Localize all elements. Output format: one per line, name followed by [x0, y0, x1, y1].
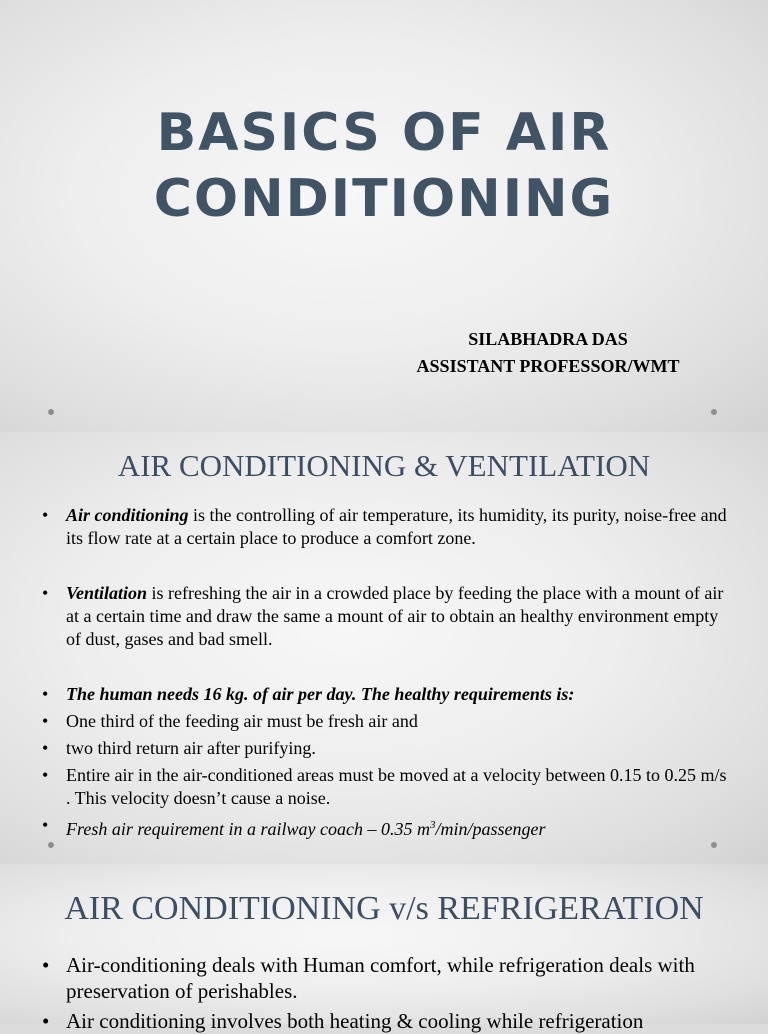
author-name: SILABHADRA DAS [468, 329, 628, 349]
bullet-ventilation [42, 582, 732, 651]
slide-corner-dot [48, 842, 54, 848]
term-ventilation: Ventilation [66, 583, 148, 603]
author-block [380, 326, 716, 380]
title-line-2: CONDITIONING [153, 169, 615, 229]
definition-text: is the controlling of air temperature, its humidity, its purity, noise-free and its flow rate at a certain place to produce a comfort zone. [66, 505, 727, 548]
fresh-air-unit: /min/passenger [435, 819, 546, 839]
slide-heading: AIR CONDITIONING & VENTILATION [117, 448, 651, 483]
bullet-item: • two third return air after purifying. [42, 737, 732, 760]
definition-text: is refreshing the air in a crowded place by feeding the place with a mount of air at a certain time and draw the same a mount of air to obtain an healthy environment empty of dust, gases and bad smell. [66, 583, 724, 649]
slide-corner-dot [48, 409, 54, 415]
bullet-air-conditioning [42, 504, 732, 550]
term-air-conditioning: Air conditioning [66, 505, 189, 525]
requirements-text: The human needs 16 kg. of air per day. The healthy requirements is: [66, 684, 575, 704]
slide-corner-dot [711, 409, 717, 415]
bullet-item: • Entire air in the air-conditioned areas must be moved at a velocity between 0.15 to 0.25 m/s . This velocity doesn’t cause a noise. [42, 764, 732, 810]
slide-title [0, 100, 768, 232]
bullet-list [42, 582, 732, 651]
fresh-air-text: Fresh air requirement in a railway coach – 0.35 m [66, 819, 430, 839]
title-line-1: BASICS OF AIR [156, 103, 612, 163]
slide-corner-dot [711, 842, 717, 848]
bullet-fresh-air [42, 814, 732, 841]
bullet-list [42, 683, 732, 841]
bullet-item: • One third of the feeding air must be fresh air and [42, 710, 732, 733]
bullet-item: • Air-conditioning deals with Human comfort, while refrigeration deals with preservation of perishables. [42, 952, 732, 1004]
slide-heading: AIR CONDITIONING v/s REFRIGERATION [64, 890, 704, 927]
bullet-item: • Air conditioning involves both heating & cooling while refrigeration [42, 1008, 732, 1034]
superscript: 3 [429, 819, 436, 831]
author-role: ASSISTANT PROFESSOR/WMT [416, 356, 680, 376]
title-slide [0, 0, 768, 432]
bullet-list [42, 504, 732, 550]
bullet-requirements-heading [42, 683, 732, 706]
bullet-list [42, 952, 732, 1034]
